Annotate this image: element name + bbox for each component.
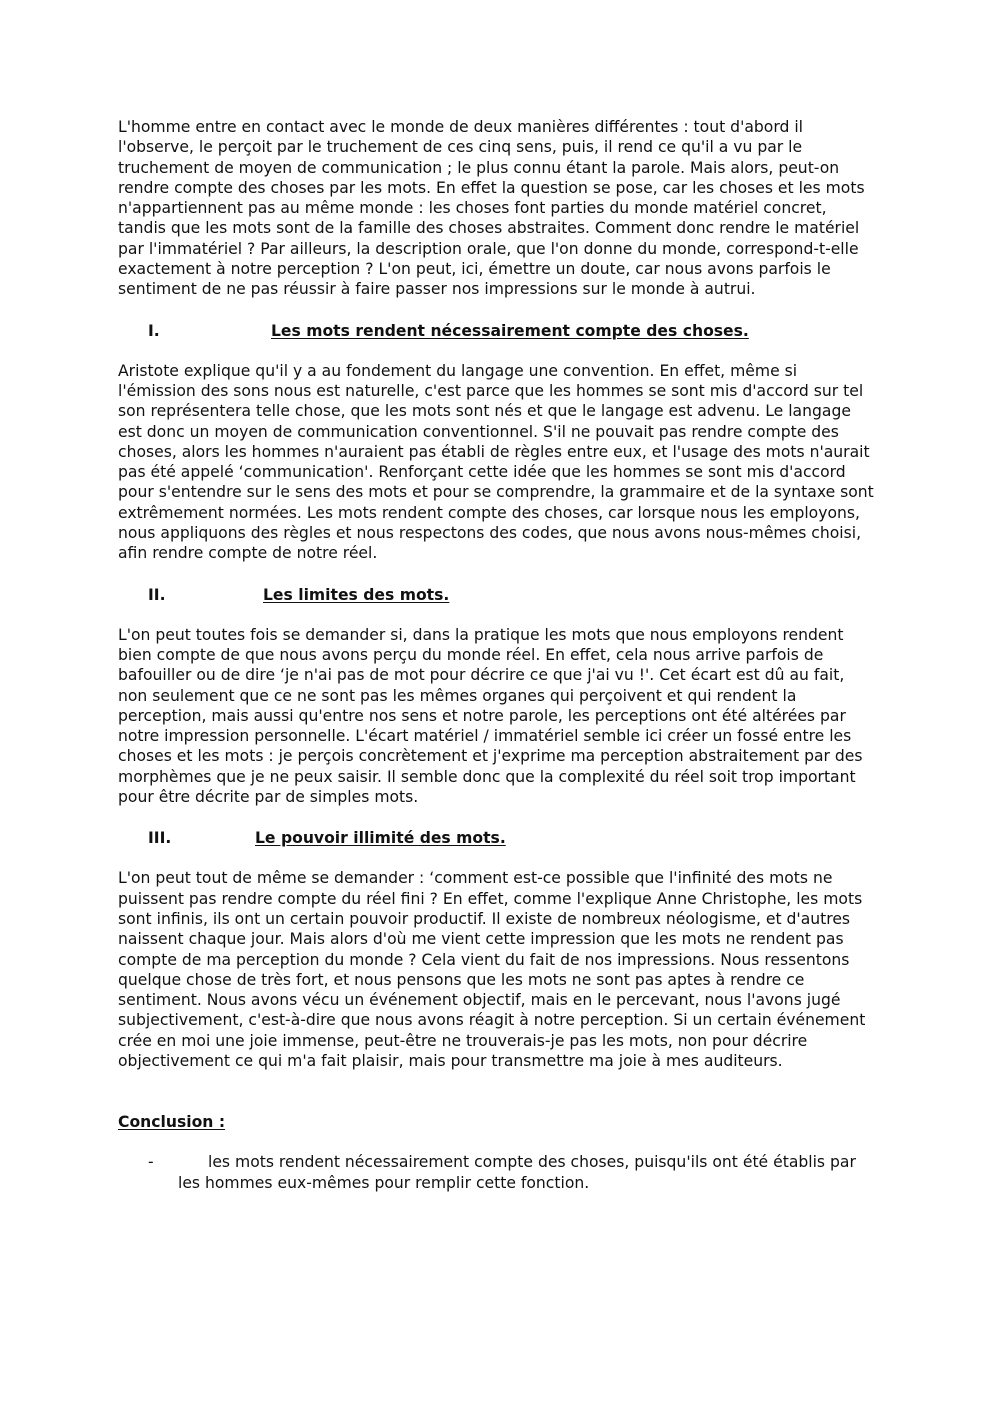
section-number: III. <box>148 829 172 848</box>
conclusion-title: Conclusion : <box>118 1113 226 1132</box>
section-body-1: Aristote explique qu'il y a au fondement du langage une convention. En effet, même si l'émission des sons nous est naturelle, c'est parce que les hommes se sont mis d'accord sur tel son représentera telle chose, que les mots sont nés et que le langage est advenu. Le langage est donc un moyen de communication conventionnel. S'il ne pouvait pas rendre compte des choses, alors les hommes n'auraient pas établi de règles entre eux, et l'usage des mots n'aurait pas été appelé ‘communication'. Renforçant cette idée que les hommes se sont mis d'accord pour s'entendre sur le sens des mots et pour se comprendre, la grammaire et de la syntaxe sont extrêmement normées. Les mots rendent compte des choses, car lorsque nous les employons, nous appliquons des règles et nous respectons des codes, que nous avons nous-mêmes choisi, afin rendre compte de notre réel. <box>118 361 874 563</box>
conclusion-item-text: les mots rendent nécessairement compte des choses, puisqu'ils ont été établis par les hommes eux-mêmes pour remplir cette fonction. <box>178 1153 856 1192</box>
document-page <box>118 117 878 1193</box>
section-heading-3 <box>118 828 878 848</box>
section-number: I. <box>148 321 160 340</box>
section-title: Le pouvoir illimité des mots. <box>255 829 506 848</box>
section-heading-1 <box>118 321 878 341</box>
section-number: II. <box>148 585 166 604</box>
section-heading-2 <box>118 585 878 605</box>
bullet-marker: - <box>148 1153 154 1172</box>
list-item <box>118 1152 878 1193</box>
section-title: Les mots rendent nécessairement compte des choses. <box>271 321 749 340</box>
section-body-2: L'on peut toutes fois se demander si, dans la pratique les mots que nous employons rendent bien compte de que nous avons perçu du monde réel. En effet, cela nous arrive parfois de bafouiller ou de dire ‘je n'ai pas de mot pour décrire ce que j'ai vu !'. Cet écart est dû au fait, non seulement que ce ne sont pas les mêmes organes qui perçoivent et qui rendent la perception, mais aussi qu'entre nos sens et notre parole, les perceptions ont été altérées par notre impression personnelle. L'écart matériel / immatériel semble ici créer un fossé entre les choses et les mots : je perçois concrètement et j'exprime ma perception abstraitement par des morphèmes que je ne peux saisir. Il semble donc que la complexité du réel soit trop important pour être décrite par de simples mots. <box>118 625 863 807</box>
intro-paragraph: L'homme entre en contact avec le monde de deux manières différentes : tout d'abord il l'observe, le perçoit par le truchement de ces cinq sens, puis, il rend ce qu'il a vu par le truchement de moyen de communication ; le plus connu étant la parole. Mais alors, peut-on rendre compte des choses par les mots. En effet la question se pose, car les choses et les mots n'appartiennent pas au même monde : les choses font parties du monde matériel concret, tandis que les mots sont de la famille des choses abstraites. Comment donc rendre le matériel par l'immatériel ? Par ailleurs, la description orale, que l'on donne du monde, correspond-t-elle exactement à notre perception ? L'on peut, ici, émettre un doute, car nous avons parfois le sentiment de ne pas réussir à faire passer nos impressions sur le monde à autrui. <box>118 118 865 299</box>
section-title: Les limites des mots. <box>263 585 450 604</box>
section-body-3: L'on peut tout de même se demander : ‘comment est-ce possible que l'infinité des mots ne puissent pas rendre compte du réel fini ? En effet, comme l'explique Anne Christophe, les mots sont infinis, ils ont un certain pouvoir productif. Il existe de nombreux néologisme, et d'autres naissent chaque jour. Mais alors d'où me vient cette impression que les mots ne rendent pas compte de ma perception du monde ? Cela vient du fait de nos impressions. Nous ressentons quelque chose de très fort, et nous pensons que les mots ne sont pas aptes à rendre ce sentiment. Nous avons vécu un événement objectif, mais en le percevant, nous l'avons jugé subjectivement, c'est-à-dire que nous avons réagit à notre perception. Si un certain événement crée en moi une joie immense, peut-être ne trouverais-je pas les mots, non pour décrire objectivement ce qui m'a fait plaisir, mais pour transmettre ma joie à mes auditeurs. <box>118 869 866 1070</box>
